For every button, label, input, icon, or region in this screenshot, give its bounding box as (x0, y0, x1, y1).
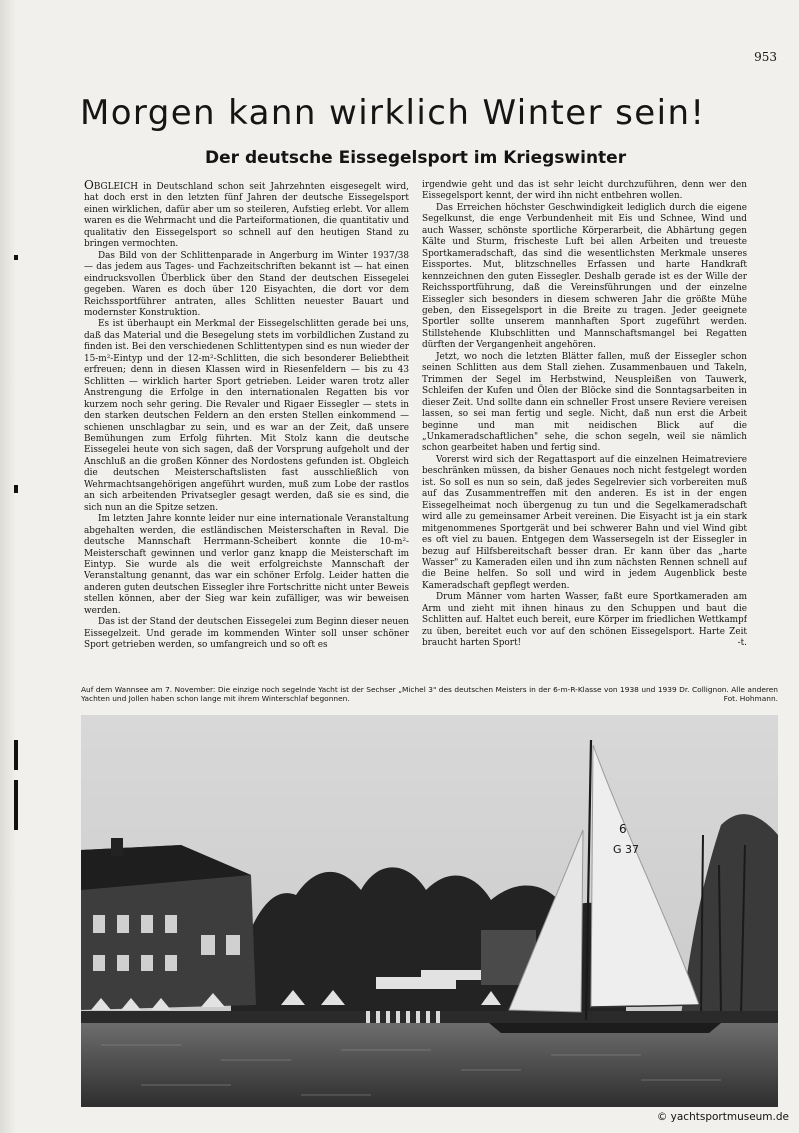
sail-number-top: 6 (619, 822, 627, 836)
subheadline: Der deutsche Eissegelsport im Kriegswinter (205, 148, 627, 168)
margin-mark (14, 255, 18, 260)
photo-wannsee-yacht (81, 715, 778, 1107)
yacht-hull (489, 1023, 721, 1033)
sail-number-bottom: G 37 (613, 843, 640, 856)
article-column-right (422, 180, 747, 656)
article-column-left (84, 180, 409, 656)
photo-illustration (81, 715, 778, 1107)
article-paragraph: Es ist überhaupt ein Merkmal der Eissegelschlitten gerade bei uns, daß das Material und die Besegelung stets im vorbildlichen Zustand zu finden ist. Bei den verschiedenen Schlittentypen sind es nun wieder der 15-m²-Eintyp und der 12-m²-Schlitten, die sich besonderer Beliebtheit erfreuen; denn in diesen Klassen wird in Riesenfeldern — bis zu 43 Schlitten — wirklich harter Sport getrieben. Leider waren trotz aller Anstrengung die Erfolge in den internationalen Regatten bis vor kurzem noch sehr gering. Die Revaler und Rigaer Eissegler — stets in den starken deutschen Feldern an den ersten Stellen einkommend — schienen unschlagbar zu sein, und es war an der Zeit, daß unsere Bemühungen zum Erfolg führten. Mit Stolz kann die deutsche Eissegelei heute von sich sagen, daß der Vorsprung aufgeholt und der Anschluß an die großen Könner des Nordostens gefunden ist. Obgleich die deutschen Meisterschaftslisten fast ausschließlich von Wehrmachtsangehörigen angeführt wurden, muß zum Lobe der rastlos an sich arbeitenden Privatsegler gesagt werden, daß sie es sind, die sich nun an die Spitze setzen. (84, 319, 409, 513)
page-number: 953 (754, 50, 777, 64)
lake-water (81, 1023, 778, 1107)
drop-cap: O (84, 180, 94, 192)
margin-mark (14, 780, 18, 830)
article-paragraph: Jetzt, wo noch die letzten Blätter fallen, muß der Eissegler schon seinen Schlitten aus dem Stall ziehen. Zusammenbauen und Takeln, Trimmen der Segel im Herbstwind, Neuspleißen von Tauwerk, Schleifen der Kufen und Ölen der Blöcke sind die Sonntagsarbeiten in dieser Zeit. Und sollte dann ein schneller Frost unsere Reviere vereisen lassen, so sei man fertig und segle. Nicht, daß nun erst die Arbeit beginne und man mit neidischen Blick auf die „Unkameradschaftlichen" sehe, die schon segeln, weil sie nämlich schon gearbeitet haben und fertig sind. (422, 351, 747, 454)
watermark: © yachtsportmuseum.de (656, 1111, 789, 1123)
article-paragraph: OBGLEICH in Deutschland schon seit Jahrzehnten eisgesegelt wird, hat doch erst in den letzten fünf Jahren der deutsche Eissegelsport einen wirklichen, dafür aber um so steileren, Aufstieg erlebt. Vor allem waren es die Wehrmacht und die Parteiformationen, die quantitativ und qualitativ den Eissegelsport so schnell auf den heutigen Stand zu bringen vermochten. (84, 180, 409, 250)
article-paragraph: Vorerst wird sich der Regattasport auf die einzelnen Heimatreviere beschränken müssen, da bisher Genaues noch nicht festgelegt worden ist. So soll es nun so sein, daß jedes Segelrevier sich vorbereiten muß auf das Zusammentreffen mit den anderen. Es ist in der engen Eissegelheimat noch übergenug zu tun und die Segelkameradschaft wird alle zu gemeinsamer Arbeit vereinen. Die Eisyacht ist ja ein stark mitgenommenes Sportgerät und bei schwerer Bahn und viel Wind gibt es oft viel zu bauen. Entgegen dem Wassersegeln ist der Eissegler in bezug auf Hilfsbereitschaft besser dran. Er kann über das „harte Wasser" zu Kameraden eilen und ihn zum nächsten Rennen schnell auf die Beine helfen. So soll und wird in jedem Augenblick beste Kameradschaft gepflegt werden. (422, 454, 747, 591)
article-paragraph: irgendwie geht und das ist sehr leicht durchzuführen, denn wer den Eissegelsport kennt, der wird ihn nicht entbehren wollen. (422, 180, 747, 202)
headline: Morgen kann wirklich Winter sein! (80, 93, 706, 133)
photo-caption (81, 685, 778, 704)
article-paragraph: Im letzten Jahre konnte leider nur eine internationale Veranstaltung abgehalten werden, die estländischen Meisterschaften in Reval. Die deutsche Mannschaft Herrmann-Scheibert konnte die 10-m²-Meisterschaft gewinnen und verlor ganz knapp die Meisterschaft im Eintyp. Sie wurde als die weit erfolgreichste Mannschaft der Veranstaltung genannt, das war ein schöner Erfolg. Leider hatten die anderen guten deutschen Eissegler ihre Fortschritte nicht unter Beweis stellen können, aber der Sieg war kein zufälliger, was wir beweisen werden. (84, 514, 409, 616)
article-paragraph: Das Erreichen höchster Geschwindigkeit lediglich durch die eigene Segelkunst, die enge Verbundenheit mit Eis und Schnee, Wind und auch Wasser, schönste sportliche Körperarbeit, die Abhärtung gegen Kälte und Sturm, frischeste Luft bei allen Arbeiten und treueste Sportkameradschaft, das sind die wesentlichsten Merkmale unseres Eissportes. Mut, blitzschnelles Erfassen und harte Handkraft kennzeichnen den guten Eissegler. Deshalb gerade ist es der Wille der Reichssportführung, daß die Vereinsführungen und der einzelne Eissegler sich besonders in diesem schweren Jahr die größte Mühe geben, den Eissegelsport in die Breite zu tragen. Jeder geeignete Sportler sollte unserem mannhaften Sport zugeführt werden. Stillstehende Klubschlitten und Mannschaftsmangel bei Regatten dürften der Vergangenheit angehören. (422, 202, 747, 351)
chimney (111, 838, 123, 856)
margin-mark (14, 740, 18, 770)
caption-text: Auf dem Wannsee am 7. November: Die einzige noch segelnde Yacht ist der Sechser „Michel 3" des deutschen Meisters in der 6-m-R-Klasse von 1938 und 1939 Dr. Collignon. Alle anderen Yachten und Jollen haben schon lange mit ihrem Winterschlaf begonnen. (81, 685, 778, 704)
page-edge (0, 0, 16, 1133)
margin-mark (14, 485, 18, 493)
author-signoff: -t. (737, 638, 747, 649)
article-paragraph: Das Bild von der Schlittenparade in Angerburg im Winter 1937/38 — das jedem aus Tages- und Fachzeitschriften bekannt ist — hat einen eindrucksvollen Überblick über den Stand der deutschen Eissegelei gegeben. Waren es doch über 120 Eisyachten, die dort vor dem Reichssportführer antraten, alles Schlitten neuester Bauart und modernster Konstruktion. (84, 250, 409, 318)
article-paragraph: Drum Männer vom harten Wasser, faßt eure Sportkameraden am Arm und zieht mit ihnen hinaus zu den Schuppen und baut die Schlitten auf. Haltet euch bereit, eure Körper im friedlichen Wettkampf zu üben, bereitet euch vor auf den schönen Eissegelsport. Harte Zeit braucht harten Sport! -t. (422, 592, 747, 649)
photo-credit: Fot. Hohmann. (723, 694, 778, 704)
article-paragraph: Das ist der Stand der deutschen Eissegelei zum Beginn dieser neuen Eissegelzeit. Und gerade im kommenden Winter soll unser schöner Sport getrieben werden, so umfangreich und so oft es (84, 617, 409, 651)
